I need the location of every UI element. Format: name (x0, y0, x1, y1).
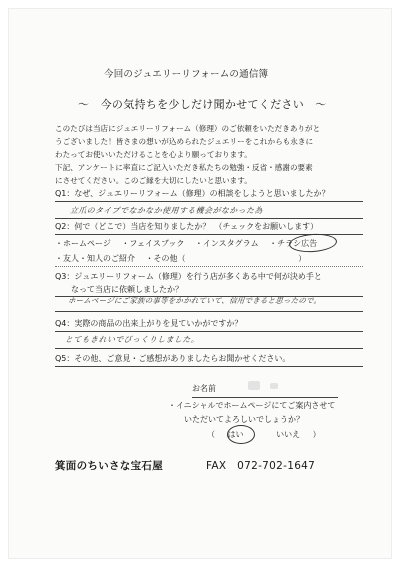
q1-label: Q1：なぜ、ジュエリーリフォーム（修理）の相談をしようと思いましたか？ (55, 189, 330, 198)
q4-rule (55, 331, 363, 332)
q4-label: Q4：実際の商品の出来上がりを見ていかがですか？ (55, 319, 243, 328)
consent-close-paren: ） (312, 430, 321, 439)
q2-option-homepage: ・ホームページ (55, 239, 111, 248)
consent-line-1: ・イニシャルでホームページにてご案内させて (168, 401, 336, 410)
q3-label-line-2: なって当店に依頼しましたか？ (71, 285, 183, 294)
survey-sheet (8, 8, 392, 559)
q3-answer: ホームページにご家族の事等をかかれていて、信用できると思ったので。 (67, 296, 322, 305)
q3-answer-rule (55, 311, 363, 312)
consent-no: いいえ (276, 430, 301, 439)
q2-option-other: ・その他（ (145, 254, 186, 263)
q4-answer: とてもきれいでびっくりしました。 (64, 335, 200, 344)
q4-answer-rule (55, 348, 363, 349)
redacted-name-mark (270, 383, 278, 389)
intro-line-3: わたってお使いいただけることを心より願っております。 (55, 150, 252, 159)
shop-name: 箕面のちいさな宝石屋 (55, 460, 163, 472)
q2-options-row-2 (55, 253, 306, 264)
name-rule (192, 397, 338, 398)
q2-label: Q2：何で（どこで）当店を知りましたか？ （チェックをお願いします） (55, 222, 319, 231)
q2-dotted-rule (55, 266, 363, 267)
q3-label-line-1: Q3：ジュエリーリフォーム（修理）を行う店が多くある中で何が決め手と (55, 272, 322, 281)
flyer-selection-circle (288, 232, 337, 253)
q2-option-instagram: ・インスタグラム (194, 239, 259, 248)
q5-label: Q5：その他、ご意見・ご感想がありましたらお聞かせください。 (55, 354, 291, 363)
q2-option-other-close: ） (298, 254, 307, 263)
consent-choice (207, 429, 321, 440)
intro-paragraph (55, 122, 320, 187)
survey-title: 今回のジュエリーリフォームの通信簿 (104, 69, 269, 80)
fax-number: FAX 072-702-1647 (206, 460, 316, 472)
q2-option-facebook: ・フェイスブック (121, 239, 185, 248)
q1-answer-rule (55, 218, 363, 219)
q1-answer: 立爪のタイプでなかなか使用する機会がなかった為 (69, 206, 264, 215)
intro-line-5: にさせてください。このご縁を大切にしたいと思います。 (55, 176, 252, 185)
survey-subtitle: 〜 今の気持ちを少しだけ聞かせてください 〜 (78, 98, 327, 111)
intro-line-4: 下記、アンケートに率直にご記入いただき私たちの勉強・反省・感謝の要素 (55, 163, 313, 172)
q2-option-referral: ・友人・知人のご紹介 (55, 254, 135, 263)
q1-rule (55, 201, 363, 202)
redacted-name-mark (248, 381, 260, 390)
name-label: お名前 (192, 384, 216, 393)
intro-line-2: うございました！皆さまの想いが込められたジュエリーをこれからも永きに (55, 137, 314, 146)
consent-yes: はい (227, 430, 244, 439)
q5-rule (55, 366, 363, 367)
consent-open-paren: （ (207, 430, 215, 439)
yes-selection-circle (227, 425, 255, 444)
consent-line-2: いただいてよろしいでしょうか？ (184, 415, 304, 424)
q2-option-flyer: ・チラシ広告 (269, 239, 318, 248)
intro-line-1: このたびは当店にジュエリーリフォーム（修理）のご依頼をいただきありがと (55, 124, 321, 133)
